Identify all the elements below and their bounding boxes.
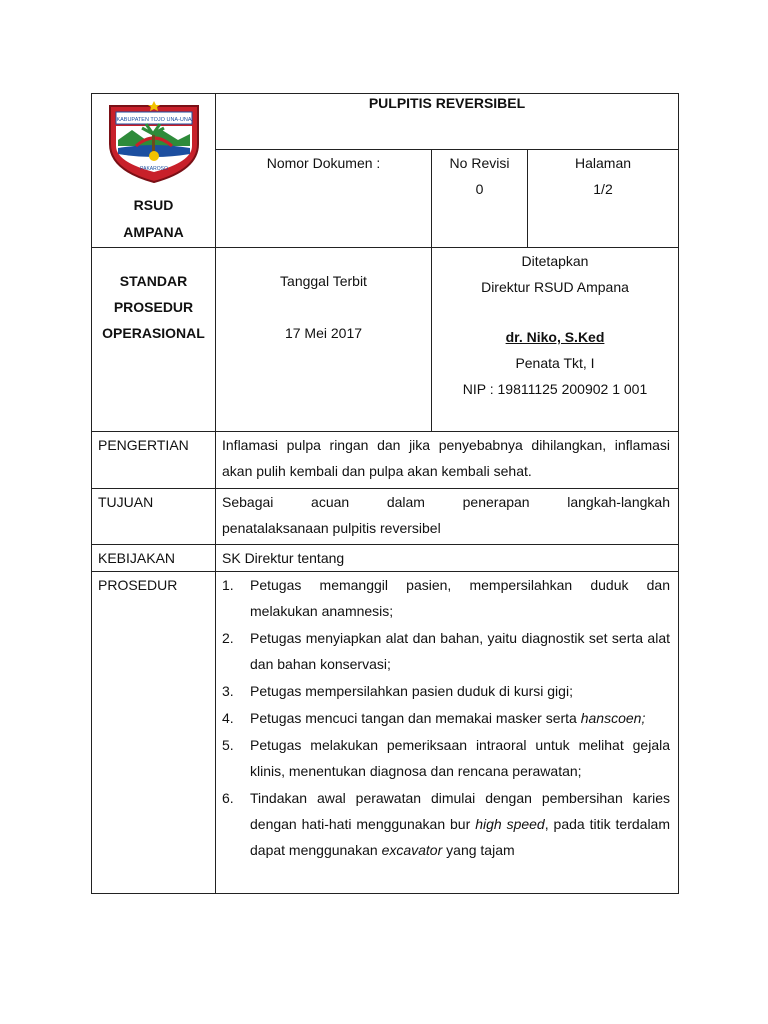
issue-date-value: 17 Mei 2017	[284, 325, 363, 341]
hospital-identity-cell	[92, 94, 216, 248]
step-text-part: , pada titik terdalam dapat menggunakan	[250, 816, 670, 858]
logo-motto-text: PAKAROSO	[139, 166, 168, 172]
step-text-italic: excavator	[381, 842, 443, 858]
approval-cell	[432, 248, 679, 432]
step-number: 5.	[222, 737, 234, 753]
signer-rank: Penata Tkt, I	[515, 355, 595, 371]
pengertian-text: Inflamasi pulpa ringan dan jika penyebabnya dihilangkan, inflamasi akan pulih kembali dan pulpa akan kembali sehat.	[216, 432, 679, 489]
list-item	[216, 785, 678, 863]
pengertian-label: PENGERTIAN	[92, 432, 216, 489]
issue-date-cell	[216, 248, 432, 432]
step-number: 1.	[222, 577, 234, 593]
step-text-part: Petugas mencuci tangan dan memakai masker serta	[250, 710, 581, 726]
prosedur-label: PROSEDUR	[92, 572, 216, 894]
revision-cell	[432, 150, 528, 248]
regency-logo	[92, 100, 215, 184]
page-cell	[528, 150, 679, 248]
step-text-italic: hanscoen;	[580, 710, 646, 726]
director-title: Direktur RSUD Ampana	[481, 279, 629, 295]
hospital-name-line2: AMPANA	[123, 224, 184, 240]
prosedur-steps-cell	[216, 572, 679, 894]
list-item	[216, 572, 678, 624]
hospital-name-line1: RSUD	[133, 197, 174, 213]
issue-date-label: Tanggal Terbit	[280, 273, 367, 289]
list-item	[216, 705, 678, 731]
sop-label-line1: STANDAR	[119, 273, 188, 289]
step-text: Petugas memanggil pasien, mempersilahkan duduk dan melakukan anamnesis;	[250, 577, 670, 619]
step-text: Petugas melakukan pemeriksaan intraoral untuk melihat gejala klinis, menentukan diagnosa dan rencana perawatan;	[250, 737, 670, 779]
sop-label-line2: PROSEDUR	[113, 299, 194, 315]
signer-name: dr. Niko, S.Ked	[505, 329, 605, 345]
tujuan-line2: penatalaksanaan pulpitis reversibel	[222, 520, 441, 536]
step-text	[250, 785, 678, 863]
sop-table	[91, 93, 679, 894]
sop-label-cell	[92, 248, 216, 432]
revision-value: 0	[475, 181, 484, 197]
signer-nip: NIP : 19811125 200902 1 001	[462, 381, 648, 397]
prosedur-steps	[216, 572, 678, 863]
doc-number-label: Nomor Dokumen :	[266, 155, 381, 171]
step-text: Petugas menyiapkan alat dan bahan, yaitu diagnostik set serta alat dan bahan konservasi;	[250, 630, 670, 672]
step-number: 2.	[222, 630, 234, 646]
list-item	[216, 678, 678, 704]
list-item	[216, 732, 678, 784]
page-value: 1/2	[593, 181, 613, 197]
list-item	[216, 625, 678, 677]
title-cell	[216, 94, 679, 150]
page-label: Halaman	[574, 155, 632, 171]
step-number: 4.	[222, 710, 234, 726]
step-text: Petugas mempersilahkan pasien duduk di kursi gigi;	[250, 683, 573, 699]
kebijakan-text: SK Direktur tentang	[216, 545, 679, 572]
revision-label: No Revisi	[449, 155, 510, 171]
tujuan-line1: Sebagai acuan dalam penerapan langkah-langkah	[222, 494, 670, 510]
tujuan-label: TUJUAN	[92, 489, 216, 545]
logo-banner-text: KABUPATEN TOJO UNA-UNA	[115, 117, 192, 123]
tujuan-text	[216, 489, 679, 545]
step-number: 6.	[222, 790, 234, 806]
doc-number-cell	[216, 150, 432, 248]
hospital-name	[92, 192, 215, 246]
set-by-label: Ditetapkan	[521, 253, 589, 269]
step-number: 3.	[222, 683, 234, 699]
step-text	[250, 705, 678, 731]
regency-crest-icon	[106, 100, 202, 184]
document-title: PULPITIS REVERSIBEL	[368, 95, 526, 111]
step-text-part: yang tajam	[442, 842, 515, 858]
kebijakan-label: KEBIJAKAN	[92, 545, 216, 572]
step-text-italic: high speed	[475, 816, 545, 832]
sop-label-line3: OPERASIONAL	[102, 325, 205, 341]
step-text-part: Tindakan awal perawatan dimulai dengan pembersihan karies dengan hati-hati menggunakan bur	[250, 790, 670, 832]
